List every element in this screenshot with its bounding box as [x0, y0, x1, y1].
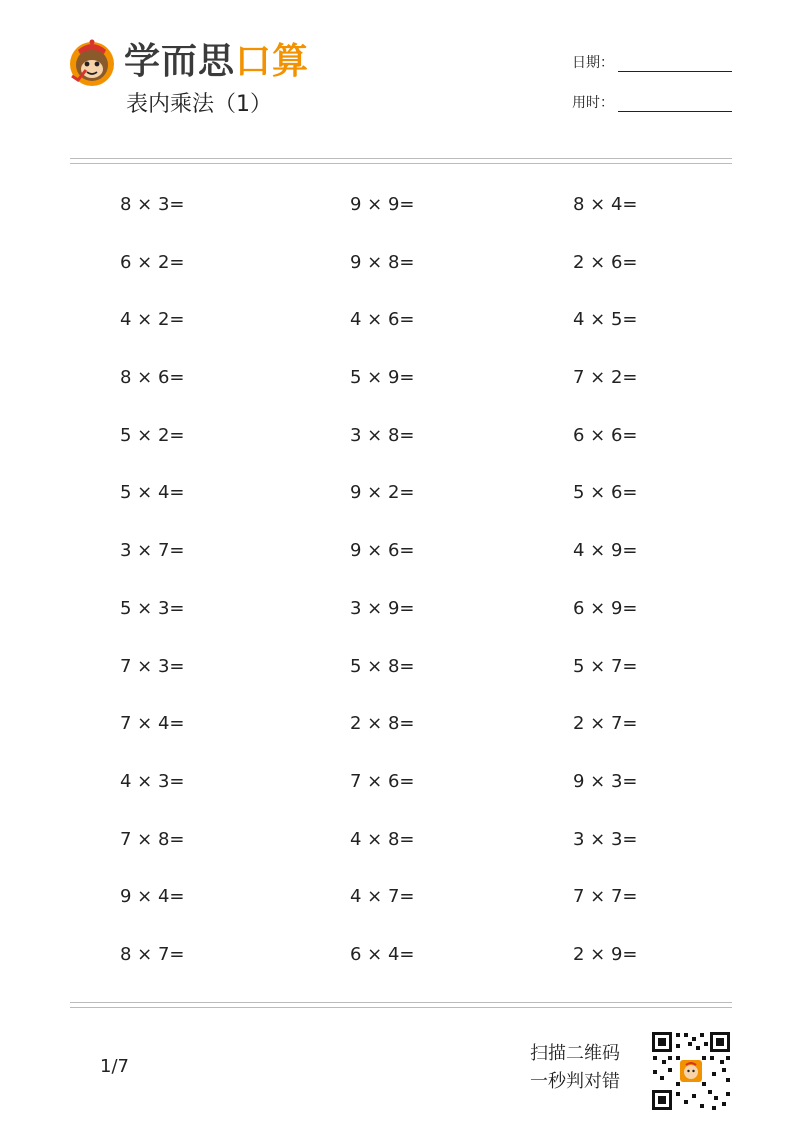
problem-item: 4 × 2=: [120, 309, 185, 331]
problem-item: 5 × 7=: [573, 655, 638, 677]
meta-fields: [572, 50, 732, 130]
problem-item: 3 × 3=: [573, 828, 638, 850]
problem-item: 9 × 3=: [573, 770, 638, 792]
problem-row: [0, 351, 800, 409]
problem-item: 2 × 6=: [573, 251, 638, 273]
scan-line-2: 一秒判对错: [530, 1071, 620, 1092]
problem-item: 7 × 6=: [350, 770, 415, 792]
problem-item: 2 × 9=: [573, 943, 638, 965]
problem-item: 8 × 7=: [120, 943, 185, 965]
problem-item: 6 × 9=: [573, 597, 638, 619]
footer-divider-bottom: [70, 1007, 732, 1008]
problem-item: 2 × 7=: [573, 713, 638, 735]
problem-row: [0, 870, 800, 928]
problem-row: [0, 928, 800, 986]
problem-item: 4 × 5=: [573, 309, 638, 331]
problem-item: 3 × 9=: [350, 597, 415, 619]
problem-item: 6 × 4=: [350, 943, 415, 965]
problem-item: 7 × 4=: [120, 713, 185, 735]
problem-item: 9 × 6=: [350, 540, 415, 562]
brand-logo: [66, 36, 326, 88]
problem-item: 7 × 2=: [573, 367, 638, 389]
problem-item: 6 × 6=: [573, 424, 638, 446]
problem-row: [0, 236, 800, 294]
problem-item: 8 × 3=: [120, 194, 185, 215]
problem-item: 3 × 8=: [350, 424, 415, 446]
time-field[interactable]: [572, 90, 732, 112]
problem-item: 3 × 7=: [120, 540, 185, 562]
problem-grid: [0, 178, 800, 986]
problem-row: [0, 409, 800, 467]
problem-item: 8 × 4=: [573, 194, 638, 215]
problem-item: 5 × 4=: [120, 482, 185, 504]
header-divider-bottom: [70, 163, 732, 164]
problem-item: 8 × 6=: [120, 367, 185, 389]
problem-row: [0, 524, 800, 582]
problem-item: 7 × 8=: [120, 828, 185, 850]
problem-item: 5 × 6=: [573, 482, 638, 504]
time-blank-line[interactable]: [618, 95, 732, 112]
problem-row: [0, 640, 800, 698]
page-number: 1/7: [100, 1056, 129, 1077]
problem-item: 7 × 3=: [120, 655, 185, 677]
problem-item: 5 × 2=: [120, 424, 185, 446]
problem-item: 6 × 2=: [120, 251, 185, 273]
scan-instruction: [530, 1040, 620, 1096]
problem-row: [0, 293, 800, 351]
date-field[interactable]: [572, 50, 732, 72]
problem-item: 9 × 8=: [350, 251, 415, 273]
problem-item: 4 × 7=: [350, 886, 415, 908]
problem-item: 9 × 2=: [350, 482, 415, 504]
problem-row: [0, 813, 800, 871]
header-divider-top: [70, 158, 732, 159]
date-label: 日期：: [572, 55, 614, 71]
problem-item: 4 × 6=: [350, 309, 415, 331]
monkey-mascot-icon: [66, 36, 118, 88]
footer-divider-top: [70, 1002, 732, 1003]
problem-item: 4 × 3=: [120, 770, 185, 792]
brand-name-part1: 学而思: [124, 41, 236, 82]
problem-row: [0, 466, 800, 524]
time-label: 用时：: [572, 95, 614, 111]
problem-row: [0, 697, 800, 755]
problem-item: 5 × 8=: [350, 655, 415, 677]
problem-item: 5 × 3=: [120, 597, 185, 619]
problem-item: 7 × 7=: [573, 886, 638, 908]
worksheet-title: 表内乘法（1）: [126, 92, 272, 117]
problem-item: 4 × 8=: [350, 828, 415, 850]
brand-name: [124, 40, 309, 84]
scan-line-1: 扫描二维码: [530, 1043, 620, 1064]
problem-row: [0, 755, 800, 813]
problem-item: 4 × 9=: [573, 540, 638, 562]
problem-item: 2 × 8=: [350, 713, 415, 735]
brand-name-part2: 口算: [235, 41, 310, 82]
problem-item: 9 × 9=: [350, 194, 415, 215]
problem-row: [0, 582, 800, 640]
qr-code-icon[interactable]: [650, 1030, 732, 1112]
problem-item: 9 × 4=: [120, 886, 185, 908]
problem-row: [0, 178, 800, 236]
date-blank-line[interactable]: [618, 55, 732, 72]
problem-item: 5 × 9=: [350, 367, 415, 389]
worksheet-header: [0, 0, 800, 160]
